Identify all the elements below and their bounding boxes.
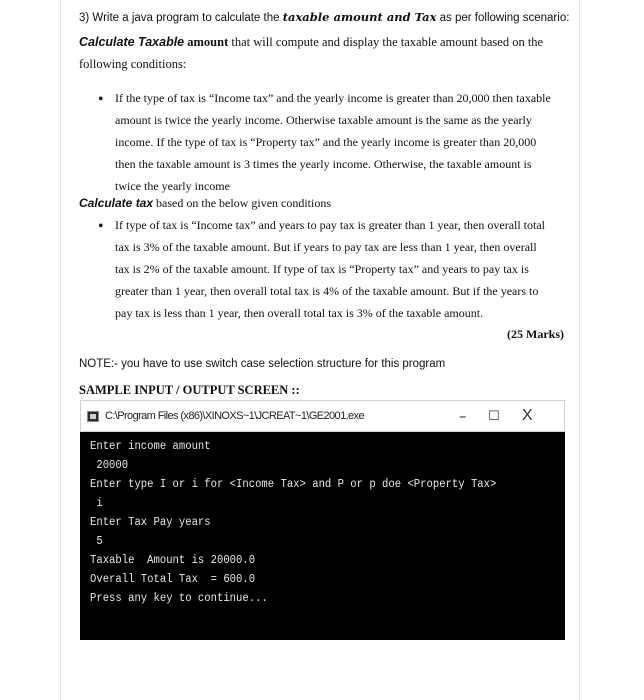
bullet1-paragraph — [115, 87, 565, 197]
console-line: 20000 — [90, 459, 129, 472]
heading-calculate-tax — [79, 196, 331, 211]
console-line: 5 — [90, 535, 103, 548]
question-line — [79, 10, 569, 24]
bullet1-line: then the taxable amount is 3 times the yearly income. Otherwise, the taxable amount is — [115, 157, 532, 171]
console-line: Enter type I or i for <Income Tax> and P or p doe <Property Tax> — [90, 478, 497, 491]
console-line: Enter income amount — [90, 440, 211, 453]
console-line: i — [90, 497, 103, 510]
heading1-bold: amount — [187, 35, 229, 49]
maximize-icon[interactable]: ☐ — [488, 409, 500, 424]
heading2-label: Calculate tax — [79, 196, 154, 210]
note-text: NOTE:- you have to use switch case selection structure for this program — [79, 358, 446, 370]
console-window — [80, 400, 565, 640]
bullet-icon: • — [98, 91, 104, 108]
bullet-icon: • — [98, 218, 104, 235]
console-line: Taxable Amount is 20000.0 — [90, 554, 256, 567]
bullet1-line: If the type of tax is “Income tax” and the yearly income is greater than 20,000 then taxable — [115, 91, 551, 105]
heading-taxable-amount — [79, 35, 543, 50]
heading1-rest: that will compute and display the taxable amount based on the — [228, 35, 544, 49]
bullet2-line: If type of tax is “Income tax” and years to pay tax is greater than 1 year, then overall total — [115, 218, 546, 232]
console-line: Overall Total Tax = 600.0 — [90, 573, 256, 586]
bullet2-line: tax is 3% of the taxable amount. But if years to pay tax are less than 1 year, then overall — [115, 240, 537, 254]
console-app-icon — [87, 411, 99, 422]
bullet2-paragraph — [115, 214, 565, 324]
console-output — [90, 437, 532, 608]
bullet2-line: greater than 1 year, then overall total tax is 4% of the taxable amount. But if the years to — [115, 284, 539, 298]
marks-label: (25 Marks) — [507, 327, 564, 341]
close-icon[interactable]: X — [522, 407, 533, 424]
bullet2-line: pay tax is less than 1 year, then overall total tax is 3% of the taxable amount. — [115, 306, 484, 320]
console-line: Press any key to continue... — [90, 592, 268, 605]
heading1-line2: following conditions: — [79, 57, 187, 71]
heading1-label: Calculate Taxable — [79, 35, 185, 49]
bullet2-line: tax is 2% of the taxable amount. If type of tax is “Property tax” and years to pay tax is — [115, 262, 529, 276]
bullet1-line: amount is twice the yearly income. Otherwise taxable amount is the same as the yearly — [115, 113, 532, 127]
bullet1-line: twice the yearly income — [115, 179, 230, 193]
question-emphasis: taxable amount and Tax — [282, 10, 437, 24]
console-title: C:\Program Files (x86)\XINOXS~1\JCREAT~1\GE2001.exe — [105, 410, 364, 422]
question-prefix: 3) Write a java program to calculate the — [79, 12, 283, 24]
console-titlebar[interactable] — [80, 400, 565, 432]
console-line: Enter Tax Pay years — [90, 516, 211, 529]
bullet1-line: income. If the type of tax is “Property tax” and the yearly income is greater than 20,000 — [115, 135, 537, 149]
question-suffix: as per following scenario: — [436, 12, 570, 24]
heading2-rest: based on the below given conditions — [153, 196, 332, 210]
minimize-icon[interactable]: – — [459, 407, 467, 425]
sample-heading: SAMPLE INPUT / OUTPUT SCREEN :: — [79, 383, 300, 397]
